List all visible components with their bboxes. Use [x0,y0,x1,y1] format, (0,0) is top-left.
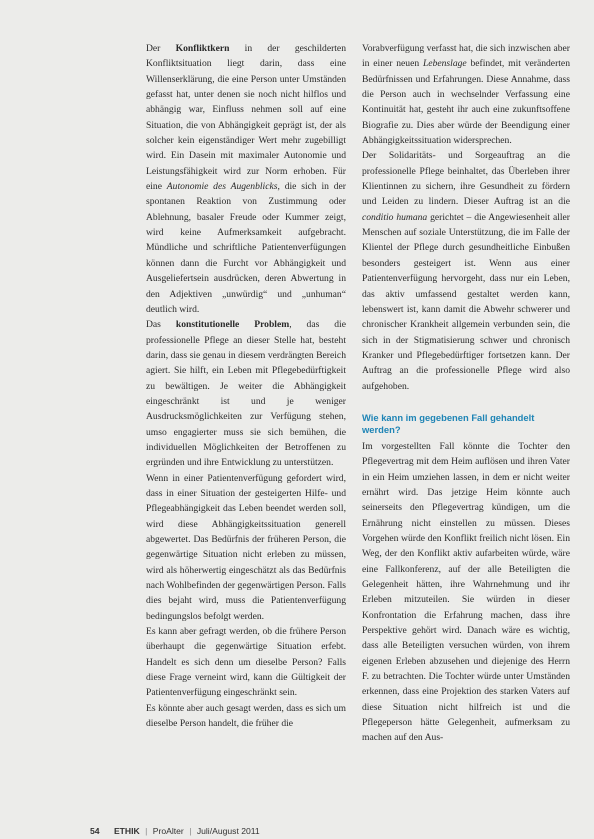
paragraph: Der Konfliktkern in der geschilderten Konfliktsituation liegt darin, dass eine Willenserklärung, die eine Person unter Umständen gefasst hat, unter denen sie noch nicht hilflos und abhängig war, Einfluss nehmen soll auf eine Situation, die von Abhängigkeit geprägt ist, der als solcher kein eigenständiger Wert mehr zugebilligt wird. Ein Dasein mit maximaler Autonomie und Leistungsfähigkeit wird zur Norm erhoben. Für eine Autonomie des Augenblicks, die sich in der spontanen Reaktion von Zustimmung oder Ablehnung, basaler Freude oder Kummer zeigt, wird keine Aufmerksamkeit aufgebracht. Mündliche und schriftliche Patientenverfügungen können dann die Furcht vor Abhängigkeit und Ausgeliefertsein ausdrücken, deren Abwertung in den Adjektiven „unwürdig“ und „unhuman“ deutlich wird. [146,43,346,315]
section-name: ETHIK [113,826,140,836]
page-number: 54 [90,826,100,836]
paragraph: Der Solidaritäts- und Sorgeauftrag an die professionelle Pflege beinhaltet, das Überleben ihrer Klientinnen zu sichern, ihre Gesundheit zu fördern und Leiden zu lindern. Dieser Auftrag ist an die conditio humana gerichtet – die Angewiesenheit aller Menschen auf soziale Unterstützung, die im Falle der Klientel der Pflege durch gesundheitliche Einbußen besonders gesteigert ist. Wenn aus einer Patientenverfügung hervorgeht, dass nur ein Leben, das aktiv umfassend gestaltet werden kann, lebenswert ist, kann damit die Abwehr schwerer und chronischer Krankheit allgemein verbunden sein, die sich in der Stigmatisierung schwer und chronisch Kranker und Pflegebedürftiger fortsetzen kann. Der Auftrag an die professionelle Pflege wird also aufgehoben. [362,150,570,392]
paragraph: Das konstitutionelle Problem, das die professionelle Pflege an dieser Stelle hat, besteht darin, dass sie genau in diesem verdrängten Bereich agiert. Sie hilft, ein Leben mit Pflegebedürftigkeit zu bewältigen. Je weiter die Abhängigkeit eingeschränkt ist und je weniger Ausdrucksmöglichkeiten zur Verfügung stehen, umso engagierter muss sie sich bemühen, die individuellen Möglichkeiten der Betroffenen zu ergründen und ihre Entwicklung zu unterstützen. [146,319,346,469]
paragraph: Wenn in einer Patientenverfügung gefordert wird, dass in einer Situation der gesteigerten Hilfe- und Pflegeabhängigkeit das Leben beendet werden soll, wird diese Abhängigkeitssituation generell abgewertet. Das Bedürfnis der früheren Person, die gegenwärtige Situation nicht erleben zu müssen, wird als höherwertig eingeschätzt als das Bedürfnis nach Wohlbefinden der gegenwärtigen Person. Falls dies bejaht wird, muss die Patientenverfügung bedingungslos befolgt werden. [146,472,346,622]
paragraph: Es könnte aber auch gesagt werden, dass es sich um dieselbe Person handelt, die früher die [146,702,346,730]
issue-date: Juli/August 2011 [196,826,260,836]
footer-separator: | [145,826,148,836]
bold-term: Konfliktkern [175,43,230,54]
right-text-column [362,41,570,746]
italic-term: Autonomie des Augenblicks [166,181,278,193]
page-footer [90,826,260,836]
publication-name: ProAlter [152,826,184,836]
paragraph: Es kann aber gefragt werden, ob die frühere Person überhaupt die gegenwärtige Situation erfebt. Handelt es sich denn um dieselbe Person? Falls diese Frage verneint wird, kann die Gültigkeit der Patientenverfügung eingeschränkt sein. [146,626,346,699]
section-heading: Wie kann im gegebenen Fall gehandelt werden? [362,411,535,436]
footer-separator: | [189,826,192,836]
paragraph: Im vorgestellten Fall könnte die Tochter den Pflegevertrag mit dem Heim auflösen und ihren Vater in ein Heim umziehen lassen, in dem er nicht weiter ernährt wird. Das jetzige Heim könnte auch seinerseits den Pflegevertrag kündigen, um die Ernährung nicht einstellen zu müssen. Dieses Vorgehen würde den Konflikt freilich nicht lösen. Ein Weg, der den Konflikt aktiv aufarbeiten würde, wäre eine Fallkonferenz, auf der alle Beteiligten die Gelegenheit hätten, ihre Wahrnehmung und ihr Erleben mitzuteilen. Sie würden in dieser Konfrontation die Erfahrung machen, dass ihre Perspektive gehört wird. Danach wäre es wichtig, dass alle Beteiligten versuchen würden, von ihrem eigenen Erleben abzusehen und diejenige des Herrn F. zu betrachten. Die Tochter würde unter Umständen erkennen, dass eine Projektion des starken Vaters auf diese Situation nicht hilfreich ist und die Pflegeperson hätte Gelegenheit, aufmerksam zu machen auf den Aus- [362,440,570,744]
italic-term: Lebenslage [422,58,467,70]
italic-term: conditio humana [362,211,428,223]
bold-term: konstitutionelle Problem [175,319,290,331]
left-text-column [146,41,346,731]
paragraph: Vorabverfügung verfasst hat, die sich inzwischen aber in einer neuen Lebenslage befindet, mit veränderten Bedürfnissen und Erfahrungen. Diese Annahme, dass die Person auch in wechselnder Verfassung eine Kontinuität hat, gesteht ihr auch eine zukunftsoffene Biografie zu. Dies aber würde der Beendigung einer Abhängigkeitssituation widersprechen. [362,43,570,147]
